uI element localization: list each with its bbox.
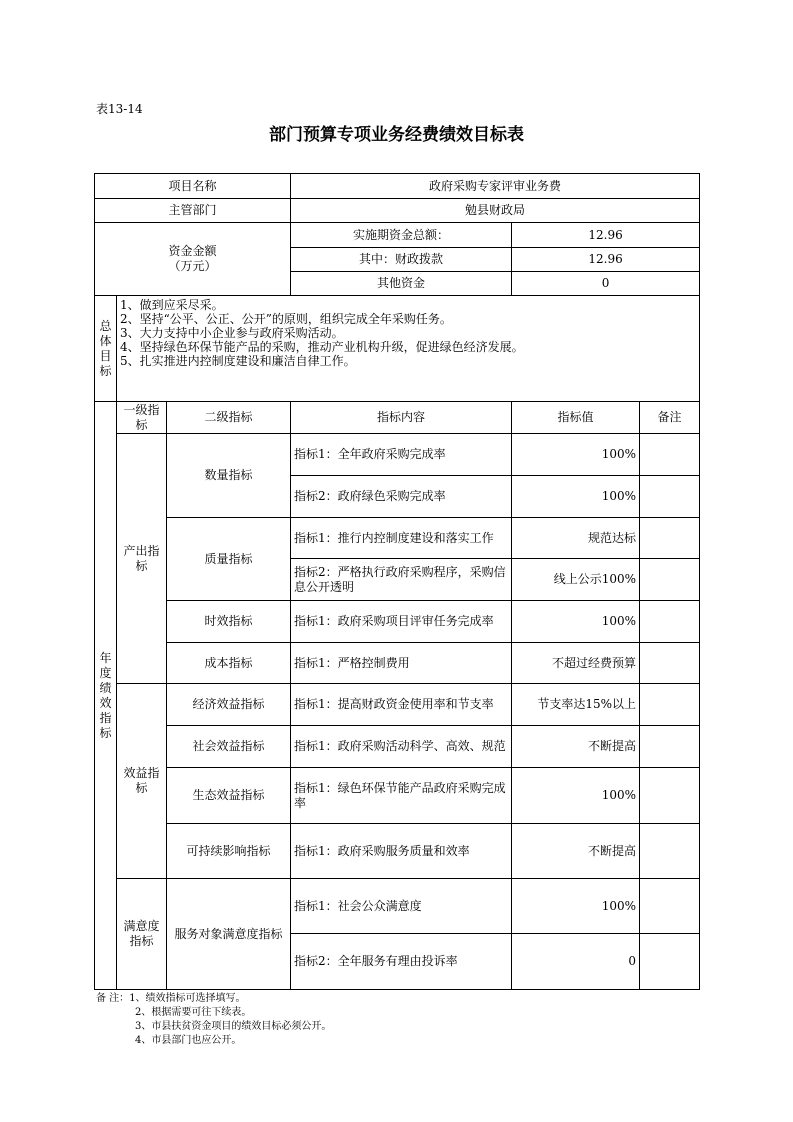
funds-fiscal-label: 其中：财政拨款 <box>291 248 512 272</box>
indicator-content: 指标1：政府采购服务质量和效率 <box>291 824 512 879</box>
project-label: 项目名称 <box>95 174 291 199</box>
indicator-value: 线上公示100% <box>512 559 640 601</box>
overall-goal-list <box>117 296 700 402</box>
header-content: 指标内容 <box>291 402 512 434</box>
goal-item: 3、大力支持中小企业参与政府采购活动。 <box>120 326 344 340</box>
indicator-value: 规范达标 <box>512 518 640 559</box>
funds-label <box>95 223 291 296</box>
indicator-value: 100% <box>512 601 640 643</box>
output-indicator-label: 产出指标 <box>117 434 167 684</box>
header-remark: 备注 <box>640 402 700 434</box>
satisfaction-indicator-label: 满意度指标 <box>117 879 167 990</box>
note-text: 1、绩效指标可选择填写。 <box>129 993 246 1004</box>
indicator-value: 不超过经费预算 <box>512 643 640 684</box>
remark-cell <box>640 601 700 643</box>
funds-fiscal-value: 12.96 <box>512 248 700 272</box>
remark-cell <box>640 434 700 476</box>
goal-item: 5、扎实推进内控制度建设和廉洁自律工作。 <box>120 354 356 368</box>
table-row <box>95 879 700 934</box>
table-row <box>95 768 700 824</box>
cost-indicator: 成本指标 <box>167 643 291 684</box>
table-row <box>95 643 700 684</box>
overall-goal-row <box>95 296 700 402</box>
indicator-content: 指标2：严格执行政府采购程序，采购信息公开透明 <box>291 559 512 601</box>
overall-goal-label: 总体目标 <box>95 296 117 402</box>
note-item <box>96 992 331 1006</box>
goal-item: 4、坚持绿色环保节能产品的采购，推动产业机构升级，促进绿色经济发展。 <box>120 340 524 354</box>
note-item: 4、市县部门也应公开。 <box>135 1035 242 1046</box>
table-row <box>95 601 700 643</box>
remark-cell <box>640 559 700 601</box>
indicator-content: 指标1：政府采购活动科学、高效、规范 <box>291 726 512 768</box>
goal-item: 2、坚持“公平、公正、公开”的原则，组织完成全年采购任务。 <box>120 312 452 326</box>
table-code: 表13-14 <box>96 102 143 116</box>
funds-total-label: 实施期资金总额： <box>291 223 512 248</box>
remark-cell <box>640 726 700 768</box>
page-title: 部门预算专项业务经费绩效目标表 <box>269 125 524 145</box>
remark-cell <box>640 768 700 824</box>
indicator-content: 指标1：提高财政资金使用率和节支率 <box>291 684 512 726</box>
economic-benefit-indicator: 经济效益指标 <box>167 684 291 726</box>
performance-table <box>94 173 700 990</box>
table-row <box>95 518 700 559</box>
social-benefit-indicator: 社会效益指标 <box>167 726 291 768</box>
funds-row <box>95 223 700 248</box>
indicator-value: 100% <box>512 434 640 476</box>
quality-indicator: 质量指标 <box>167 518 291 601</box>
indicator-content: 指标1：推行内控制度建设和落实工作 <box>291 518 512 559</box>
note-item: 2、根据需要可往下续表。 <box>135 1007 252 1018</box>
header-value: 指标值 <box>512 402 640 434</box>
header-level1: 一级指标 <box>117 402 167 434</box>
remark-cell <box>640 518 700 559</box>
table-row <box>95 824 700 879</box>
goal-item: 1、做到应采尽采。 <box>120 298 224 312</box>
sustainable-impact-indicator: 可持续影响指标 <box>167 824 291 879</box>
indicator-value: 0 <box>512 934 640 990</box>
indicator-value: 不断提高 <box>512 824 640 879</box>
indicator-content: 指标1：全年政府采购完成率 <box>291 434 512 476</box>
indicator-content: 指标1：政府采购项目评审任务完成率 <box>291 601 512 643</box>
funds-other-value: 0 <box>512 272 700 296</box>
benefit-indicator-label: 效益指标 <box>117 684 167 879</box>
notes <box>96 992 331 1048</box>
indicator-content: 指标2：全年服务有理由投诉率 <box>291 934 512 990</box>
note-item: 3、市县扶贫资金项目的绩效目标必须公开。 <box>135 1021 332 1032</box>
remark-cell <box>640 934 700 990</box>
funds-total-value: 12.96 <box>512 223 700 248</box>
header-level2: 二级指标 <box>167 402 291 434</box>
table-row <box>95 684 700 726</box>
funds-other-label: 其他资金 <box>291 272 512 296</box>
department-row <box>95 199 700 223</box>
timeliness-indicator: 时效指标 <box>167 601 291 643</box>
header-row <box>95 402 700 434</box>
indicator-value: 100% <box>512 879 640 934</box>
service-satisfaction-indicator: 服务对象满意度指标 <box>167 879 291 990</box>
remark-cell <box>640 643 700 684</box>
ecological-benefit-indicator: 生态效益指标 <box>167 768 291 824</box>
indicator-value: 100% <box>512 476 640 518</box>
remark-cell <box>640 824 700 879</box>
department-value: 勉县财政局 <box>291 199 700 223</box>
remark-cell <box>640 684 700 726</box>
notes-prefix: 备 注： <box>96 993 130 1004</box>
indicator-content: 指标2：政府绿色采购完成率 <box>291 476 512 518</box>
indicator-content: 指标1：绿色环保节能产品政府采购完成率 <box>291 768 512 824</box>
indicator-content: 指标1：社会公众满意度 <box>291 879 512 934</box>
department-label: 主管部门 <box>95 199 291 223</box>
remark-cell <box>640 879 700 934</box>
funds-label-line2: （万元） <box>168 259 217 273</box>
quantity-indicator: 数量指标 <box>167 434 291 518</box>
table-row <box>95 726 700 768</box>
table-row <box>95 434 700 476</box>
funds-label-line1: 资金金额 <box>168 244 217 258</box>
project-value: 政府采购专家评审业务费 <box>291 174 700 199</box>
indicator-value: 节支率达15%以上 <box>512 684 640 726</box>
annual-indicator-label: 年度绩效指标 <box>95 402 117 990</box>
remark-cell <box>640 476 700 518</box>
indicator-value: 100% <box>512 768 640 824</box>
indicator-value: 不断提高 <box>512 726 640 768</box>
indicator-content: 指标1：严格控制费用 <box>291 643 512 684</box>
project-row <box>95 174 700 199</box>
